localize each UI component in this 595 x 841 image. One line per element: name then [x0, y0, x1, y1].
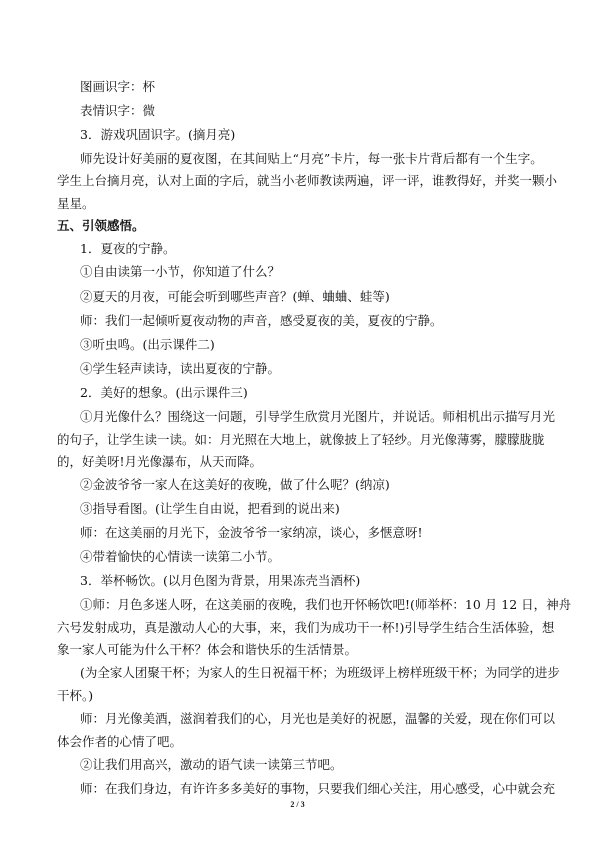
text-line: 师：我们一起倾听夏夜动物的声音，感受夏夜的美，夏夜的宁静。 — [80, 313, 443, 328]
text-line: 图画识字：杯 — [80, 79, 156, 94]
text-line: ④学生轻声读诗，读出夏夜的宁静。 — [80, 361, 281, 376]
text-line: 星星。 — [57, 196, 95, 211]
section-heading: 五、引领感悟。 — [57, 218, 145, 233]
text-line: 六号发射成功，真是激动人心的大事，来，我们为成功干一杯!)引导学生结合生活体验，想 — [57, 620, 555, 635]
text-line: 的，好美呀!月光像瀑布，从天而降。 — [57, 454, 263, 469]
text-line: 学生上台摘月亮，认对上面的字后，就当小老师教读两遍，评一评，谁教得好，并奖一颗小 — [57, 173, 558, 188]
text-line: 1．夏夜的宁静。 — [80, 241, 176, 256]
page-number: 2 / 3 — [290, 800, 305, 809]
text-line: (为全家人团聚干杯；为家人的生日祝福干杯；为班级评上榜样班级干杯；为同学的进步 — [80, 665, 560, 680]
text-line: ②让我们用高兴，激动的语气读一读第三节吧。 — [80, 757, 343, 772]
text-line: 师先设计好美丽的夏夜图，在其间贴上“月亮”卡片，每一张卡片背后都有一个生字。 — [80, 151, 543, 166]
text-line: 师：在我们身边，有许许多多美好的事物，只要我们细心关注，用心感受，心中就会充 — [80, 781, 556, 796]
text-line: 表情识字：微 — [80, 103, 156, 118]
text-line: ②金波爷爷一家人在这美好的夜晚，做了什么呢？(纳凉) — [80, 477, 390, 492]
text-line: ①自由读第一小节，你知道了什么？ — [80, 264, 281, 279]
text-line: ①师：月色多迷人呀，在这美丽的夜晚，我们也开怀畅饮吧!(师举杯：10 月 12 日，神舟 — [80, 597, 572, 612]
text-line: ③指导看图。(让学生自由说，把看到的说出来) — [80, 501, 340, 516]
text-line: 3．举杯畅饮。(以月色图为背景，用果冻壳当酒杯) — [80, 573, 361, 588]
text-line: 象一家人可能为什么干杯？体会和谐快乐的生活情景。 — [57, 642, 358, 657]
text-line: ①月光像什么？围绕这一问题，引导学生欣赏月光图片，并说话。师相机出示描写月光 — [80, 409, 556, 424]
text-line: 干杯。) — [57, 688, 94, 703]
text-line: 师：在这美丽的月光下，金波爷爷一家纳凉，谈心，多惬意呀! — [80, 525, 423, 540]
text-line: ③听虫鸣。(出示课件二) — [80, 337, 215, 352]
text-line: 的句子，让学生读一读。如：月光照在大地上，就像披上了轻纱。月光像薄雾，朦朦胧胧 — [57, 432, 545, 447]
text-line: ②夏天的月夜，可能会听到哪些声音？(蝉、蛐蛐、蛙等) — [80, 289, 390, 304]
text-line: 2．美好的想象。(出示课件三) — [80, 385, 248, 400]
text-line: 师：月光像美酒，滋润着我们的心，月光也是美好的祝愿，温馨的关爱，现在你们可以 — [80, 711, 556, 726]
text-line: 体会作者的心情了吧。 — [57, 734, 183, 749]
text-line: ④带着愉快的心情读一读第二小节。 — [80, 549, 281, 564]
text-line: 3．游戏巩固识字。(摘月亮) — [80, 127, 236, 142]
